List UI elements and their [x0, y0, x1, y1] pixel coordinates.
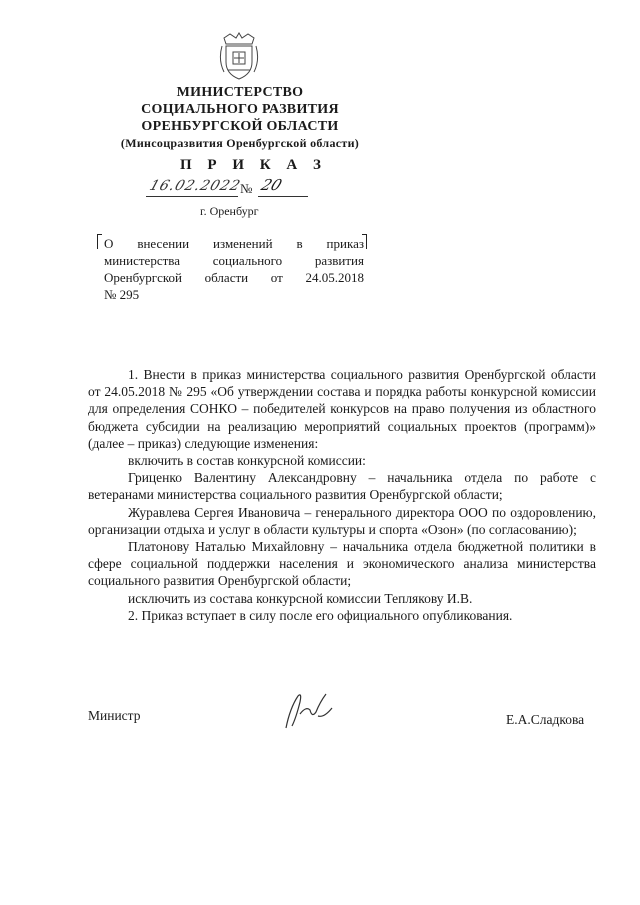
subject-line: О внесении изменений в приказ: [104, 236, 364, 251]
ministry-line: МИНИСТЕРСТВО: [176, 85, 304, 100]
subject-line: Оренбургской области от 24.05.2018: [104, 270, 364, 285]
order-subject: [104, 235, 364, 303]
body-paragraph: 1. Внести в приказ министерства социального развития Оренбургской области от 24.05.2018 № 295 «Об утверждении состава и порядка работы конкурсной комиссии для определения СОНКО – победителей конкурсов на право получения из областного бюджета субсидии на реализацию мероприятий социальных проектов (программ)» (далее – приказ) следующие изменения:: [88, 367, 596, 451]
body-paragraph: исключить из состава конкурсной комиссии Теплякову И.В.: [128, 590, 473, 606]
order-number-label: №: [240, 181, 253, 196]
date-underline: [146, 196, 238, 197]
body-paragraph: включить в состав конкурсной комиссии:: [128, 453, 366, 469]
subject-line: № 295: [104, 287, 140, 302]
subject-line: министерства социального развития: [104, 253, 364, 268]
body-paragraph: 2. Приказ вступает в силу после его официального опубликования.: [128, 607, 513, 623]
body-paragraph: Платонову Наталью Михайловну – начальника отдела бюджетной политики в сфере социальной поддержки населения и экономического анализа министерства социального развития Оренбургской области;: [88, 539, 596, 589]
number-underline: [258, 196, 308, 197]
order-number: 20: [258, 176, 285, 194]
subject-bracket-left: [97, 234, 102, 249]
order-date: 16.02.2022: [147, 178, 243, 194]
order-title: П Р И К А З: [180, 157, 327, 173]
body-paragraph: Журавлева Сергея Ивановича – генерального директора ООО по оздоровлению, организации отдыха и услуг в области культуры и спорта «Озон» (по согласованию);: [88, 504, 596, 537]
order-city: г. Оренбург: [200, 204, 259, 218]
ministry-line: СОЦИАЛЬНОГО РАЗВИТИЯ: [141, 102, 339, 117]
coat-of-arms-emblem: [216, 32, 262, 82]
ministry-line: ОРЕНБУРГСКОЙ ОБЛАСТИ: [141, 119, 339, 134]
ministry-short-name: (Минсоцразвития Оренбургской области): [120, 136, 360, 150]
order-body: [88, 366, 596, 624]
ministry-header: [90, 84, 390, 152]
signatory-name: Е.А.Сладкова: [506, 712, 585, 727]
signatory-position: Министр: [88, 708, 141, 723]
body-paragraph: Гриценко Валентину Александровну – начальника отдела по работе с ветеранами министерства социального развития Оренбургской области;: [88, 470, 596, 503]
handwritten-signature: [276, 688, 346, 732]
